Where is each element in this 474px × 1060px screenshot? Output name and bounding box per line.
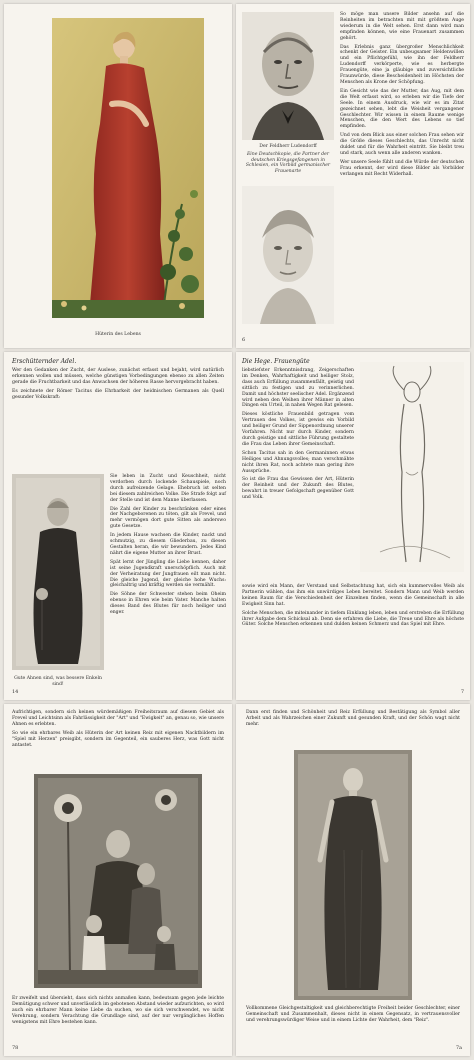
painting-standing-woman [294,750,412,1000]
paragraph: Es zeichnete der Römer Tacitus die Ehrbarkeit der heidnischen Germanen als Quell gesunder Volkskraft: [12,388,224,400]
page-number: 7a [455,1045,462,1051]
page-number: 6 [242,337,246,343]
paragraph: Aufrichtigen, sondern sich keinen würdemäßigen Freiheitsraum auf diesem Gebiet als Frevel und Leichtsinn als Fahrlässigkeit der "Art" und "Ewigkeit" an, genau so, wie unsere Ahnen es erlebten. [12,710,224,727]
paragraph: Und von dem Blick aus einer solchen Frau sehen wir die Größe dieses Geschlechts, das Unrecht nicht duldet und für die Wahrheit eintritt. Sie bleibt treu und stark, auch wenn alle anderen wanken. [340,133,464,156]
page-number: 78 [12,1045,19,1051]
text-bottom [242,584,464,631]
paragraph: Die Zahl der Kinder zu beschränken oder eines der Nachgeborenen zu töten, gilt als Frevel, und mehr vermögen dort gute Sitten als anderswo gute Gesetze. [110,506,226,530]
ludendorff-subcaption: Eine Deutschkopie, die Partner der deutschen Kriegsgefangenen in Schlesien, ein Vorbild germanischer Frauenarte [245,152,331,174]
text-bottom [246,1006,460,1027]
drawing-figure [360,362,464,572]
text-column-right [340,12,464,181]
paragraph: Das Erlebnis ganz übergroßer Menschlichkeit schenkt der Geister. Ein unbeugsamer Heldenwillen und ein Pflichtgefühl, wie ihn der Feldherr Ludendorff verkörperte, wie es herbergte Frauengüte, eine ja gläubige und zuversichtliche Fraunwürde, diese Bescheidenheit im Höchsten der Menschen als Krone der Schöpfung. [340,44,464,85]
page-adel [4,352,232,700]
paragraph: Sie leben in Zucht und Keuschheit, nicht verdorben durch lockende Schauspiele, noch durch aufreizende Gelage. Ehebruch ist selten bei diesem zahlreichen Volke. Die Strafe folgt auf der Stelle und ist dem Manne überlassen. [110,474,226,503]
photo-old-woman [12,474,104,670]
painting-pregnant-woman [4,4,232,324]
paragraph: Wer den Gedanken der Zucht, der Auslese, zunächst erfasst und bejaht, wird natürlich erkennen wollen und müssen, welche günstigen Vorbedingungen ebenso zu allen Zeiten gerade die Fruchtbarkeit und das Anwachsen der höheren Rasse hervorgebracht haben. [12,368,224,385]
paragraph: So wie ein ehrbares Weib als Hüterin der Art keinen Reiz mit eigenen Nacktbildern im "Spiel mit Herzen" preisgibt, sondern im Gegenteil, ein sauberes Herz, was Gott nicht antastet. [12,730,224,748]
paragraph: Ein Gesicht wie das der Mutter, das Aug, mit dem die Welt erfasst wird, so erleben wir die Tiefe der Seele. In einem Ausdruck, wie wir es im Zitat gezeichnet sehen, lebt die Weisheit vergangener Geschlechter. Wir wissen in einem Raume wenige Menschen, die den Wert des Lebens so tief empfinden. [340,88,464,130]
text-top [246,710,460,731]
text-right [110,474,226,619]
page-hege [236,352,470,700]
page-hueterin [4,4,232,348]
text-top [12,710,224,751]
text-bottom [12,996,224,1029]
portrait-woman [242,186,334,324]
paragraph: Dann erst finden und Schönheit und Reiz Erfüllung und Bestätigung als Symbol aller Arbeit und als Wahrzeichen einer Zukunft und gesunden Kraft, und der Schön wagt nicht mehr. [246,710,460,727]
paragraph: In jedem Hause wachsen die Kinder, nackt und schmutzig, zu diesem Gliederbau, zu diesen Gestalten heran, die wir bewundern. Jedes Kind nährt die eigene Mutter an ihrer Brust. [110,533,226,556]
page-number: 14 [12,689,19,695]
paragraph: So ist die Frau das Gewissen der Art, Hüterin der Reinheit und der Zukunft des Blutes, bewahrt in treuer Gefolgschaft gegenüber Gott und Volk. [242,477,354,501]
painting-caption: Hüterin des Lebens [95,332,141,337]
paragraph: Wer unsere Seele fühlt und die Würde der deutschen Frau erkennt, der wird diese Bilder als Vorbilder verlangen mit Recht Widerhall. [340,159,464,177]
page-standing-woman [236,704,470,1056]
page-family [4,704,232,1056]
paragraph: Vollkommene Gleichgestaltigkeit und gleichberechtigte Freiheit beider Geschlechter, einer Gemeinschaft und Zusammenhalt, dieses nicht in einem Gegensatz, in vertrauensvoller und verehrungswürdiger Weise und in einem Lichte der Wahrheit, dem "Reiz". [246,1006,460,1023]
portrait-ludendorff [242,12,334,140]
paragraph: So möge man unsere Bilder ansehn auf die Reinheiten im betrachten mit mit größtem Auge wiederum in die Welt sehen. Erst dann wird man empfinden können, wie eine Frauenart zusammen gehört. [340,12,464,41]
paragraph: liebstiefster Erkenntnisdrang, Zeigerschaften im Denken, Wahrhaftigkeit und heiliger Stolz, dass auch Erfüllung zusammenfällt, geistig und sittlich zu festigen und zu verinnerlichen. Damit und höchster seelischer Adel. Ergänzend wird neben den Weihen ihrer Männer in alten Dingen ein Urteil, in nahen Wegen Rat gelesen. [242,368,354,409]
ludendorff-caption: Der Feldherr Ludendorff [259,144,317,149]
paragraph: Solche Menschen, die miteinander in tiefem Einklang leben, leben und erstreben die Erfüllung ihrer Aufgabe dem Schicksal ab. Denn sie erfahren die Liebe, die Treue und Ehre als höchste Güter. Solche Menschen erkennen und dulden keinen Schmerz und das Spiel mit Ehre. [242,610,464,628]
text-left [242,368,354,504]
photo-caption: Gute Ahnen sind, was bessere Enkeln sind! [14,676,102,687]
painting-family-sunflowers [34,774,202,988]
section-title: Die Hege. Frauengüte [242,358,310,365]
text-top [12,368,224,404]
paragraph: sowie wird ein Mann, der Verstand und Selbstachtung hat, sich ein kummervolles Weib als Partnerin wählen, das ihm ein unwürdiges Leben bereitet. Sondern Mann und Weib werden keinen Raum für die Verschiedenheit der Einzelnen finden, wenn die Gemeinschaft in alle Ewigkeit Sinn hat. [242,584,464,607]
page-ludendorff [236,4,470,348]
section-title: Erschütternder Adel. [12,358,77,365]
paragraph: Dieses köstliche Frauenbild getragen vom Vertrauen des Volkes, ist gewiss ein Vorbild und heiliger Grund der Sippenordnung unserer Vorfahren. Nicht nur durch Kinder, sondern durch geistige und sittliche Führung gestaltete die Frau das Leben ihrer Gemeinschaft. [242,412,354,447]
paragraph: Spät lernt der Jüngling die Liebe kennen, daher ist seine Jugendkraft unerschöpflich. Auch mit der Verheiratung der Jungfrauen eilt man nicht. Die gleiche Jugend, der gleiche hohe Wuchs: gleichaltrig und kräftig werden sie vermählt. [110,559,226,589]
paragraph: Er zweifelt und übersieht, dass sich nichts anmaßen kann, bedeutsam gegen jede leichte Demütigung schwer und unverlässlich im gebotenen Abstand wieder aufzurichten, so wird auch ein ehrbarer Mann keine Liebe da suchen, wo sie sich verschwendet, wo nicht Verehrung, sondern Verachtung die Grundlage sind, auf der nur vergängliches Hoffen wenigstens mit Ehre bestehen kann. [12,996,224,1025]
paragraph: Die Söhne der Schwester stehen beim Oheim ebenso in Ehren wie beim Vater. Manche halten dieses Band des Blutes für noch heiliger und enger. [110,592,226,616]
paragraph: Schon Tacitus sah in den Germaninnen etwas Heiliges und Ahnungsvolles; man verschmähte nicht ihren Rat, noch achtete man gering ihre Aussprüche. [242,450,354,474]
page-number: 7 [460,689,464,695]
